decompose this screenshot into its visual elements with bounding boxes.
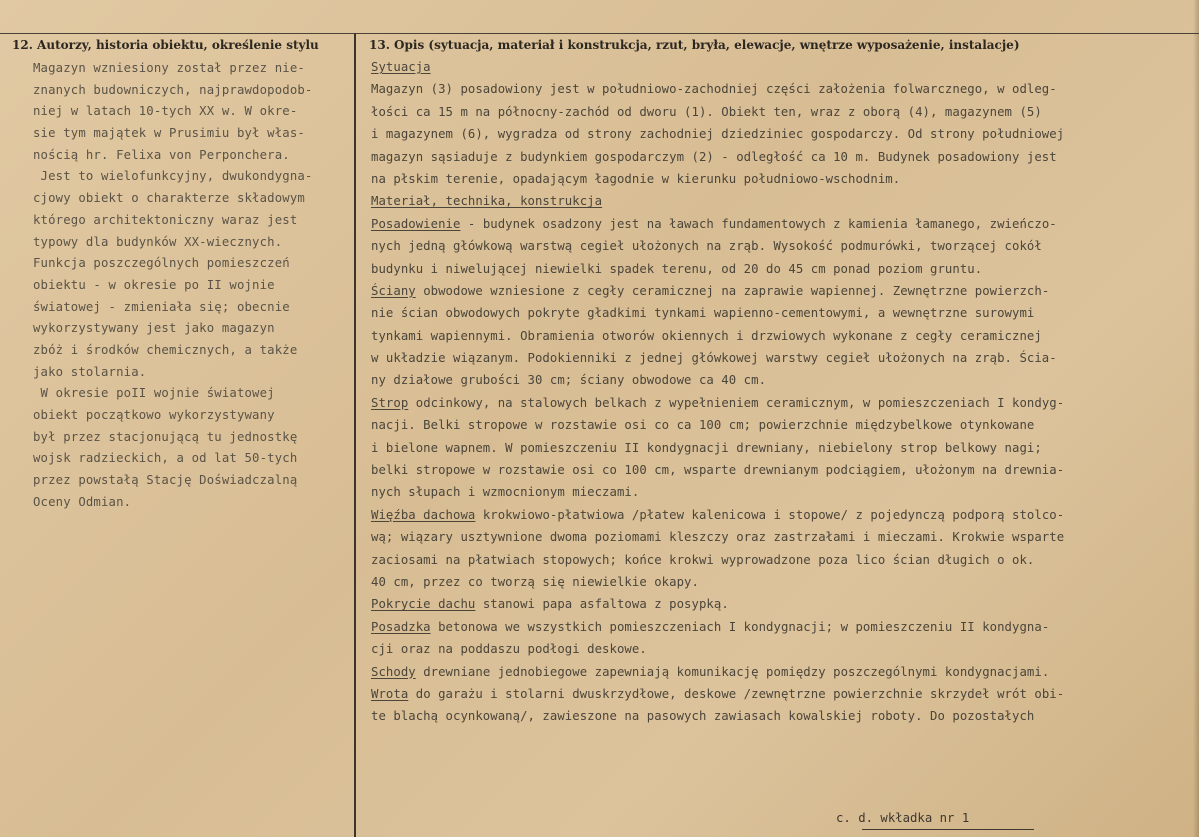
description-line (371, 526, 1193, 548)
description-line (371, 280, 1193, 302)
description-text: belki stropowe w rozstawie osi co 100 cm, wsparte drewnianym podciągiem, ułożonym na drewnia- (371, 463, 1065, 478)
history-line: nością hr. Felixa von Perponchera. (33, 147, 290, 162)
history-line: wykorzystywany jest jako magazyn (33, 321, 275, 336)
description-line (371, 258, 1193, 280)
description-line (371, 683, 1193, 705)
description-text: i bielone wapnem. W pomieszczeniu II kondygnacji drewniany, niebielony strop belkowy nagi; (371, 440, 1042, 455)
description-text: w układzie wiązanym. Podokienniki z jednej główkowej warstwy cegieł ułożonych na zrąb. Ścia- (371, 351, 1057, 366)
history-column (33, 58, 353, 513)
subsection-heading: Posadowienie (371, 216, 461, 231)
description-text: - budynek osadzony jest na ławach fundamentowych z kamienia łamanego, zwieńczo- (460, 216, 1057, 231)
history-line: był przez stacjonującą tu jednostkę (33, 429, 298, 444)
description-text: nych jedną główkową warstwą cegieł ułożonych na zrąb. Wysokość podmurówki, tworzącej cokół (371, 239, 1042, 254)
header-rule (0, 33, 1199, 34)
description-line (371, 190, 1193, 212)
description-text: odcinkowy, na stalowych belkach z wypełnieniem ceramicznym, w pomieszczeniach I kondyg- (408, 395, 1065, 410)
history-line: którego architektoniczny waraz jest (33, 212, 298, 227)
description-text: do garażu i stolarni dwuskrzydłowe, deskowe /zewnętrzne powierzchnie skrzydeł wrót obi- (408, 686, 1065, 701)
subsection-heading: Strop (371, 395, 409, 410)
description-text: obwodowe wzniesione z cegły ceramicznej na zaprawie wapiennej. Zewnętrzne powierzch- (415, 283, 1050, 298)
history-line: wojsk radzieckich, a od lat 50-tych (33, 451, 298, 466)
description-line (371, 392, 1193, 414)
description-line (371, 593, 1193, 615)
description-text: 40 cm, przez co tworzą się niewielkie okapy. (371, 574, 699, 589)
history-line: sie tym majątek w Prusimiu był włas- (33, 126, 305, 141)
section-13-heading: 13. Opis (sytuacja, materiał i konstrukcja, rzut, bryła, elewacje, wnętrze wyposażenie, instalacje) (369, 38, 1020, 52)
history-line: światowej - zmieniała się; obecnie (33, 299, 290, 314)
history-line: Oceny Odmian. (33, 494, 132, 509)
description-text: betonowa we wszystkich pomieszczeniach I kondygnacji; w pomieszczeniu II kondygna- (430, 619, 1050, 634)
description-text: stanowi papa asfaltowa z posypką. (475, 597, 729, 612)
description-line (371, 459, 1193, 481)
description-line (371, 437, 1193, 459)
description-line (371, 347, 1193, 369)
description-line (371, 302, 1193, 324)
history-line: W okresie poII wojnie światowej (33, 386, 275, 401)
description-text: nacji. Belki stropowe w rozstawie osi co ca 100 cm; powierzchnie międzybelkowe otynkowane (371, 418, 1035, 433)
history-line: Magazyn wzniesiony został przez nie- (33, 61, 305, 75)
description-text: łości ca 15 m na północny-zachód od dworu (1). Obiekt ten, wraz z oborą (4), magazynem (5) (371, 104, 1042, 119)
description-line (371, 616, 1193, 638)
history-line: niej w latach 10-tych XX w. W okre- (33, 104, 298, 119)
description-line (371, 549, 1193, 571)
description-line (371, 504, 1193, 526)
description-text: drewniane jednobiegowe zapewniają komunikację pomiędzy poszczególnymi kondygnacjami. (415, 664, 1050, 679)
description-text: na płskim terenie, opadającym łagodnie w kierunku południowo-wschodnim. (371, 171, 901, 186)
description-column (371, 56, 1193, 728)
description-text: nie ścian obwodowych pokryte gładkimi tynkami wapienno-cementowymi, a wewnętrzne surowymi (371, 306, 1035, 321)
description-line (371, 235, 1193, 257)
description-text: budynku i niwelującej niewielki spadek terenu, od 20 do 45 cm ponad poziom gruntu. (371, 261, 983, 276)
subsection-heading: Wrota (371, 686, 409, 701)
history-line: typowy dla budynków XX-wiecznych. (33, 234, 283, 249)
history-line: Jest to wielofunkcyjny, dwukondygna- (33, 169, 313, 184)
description-line (371, 369, 1193, 391)
description-text: te blachą ocynkowaną/, zawieszone na pasowych zawiasach kowalskiej roboty. Do pozostałych (371, 709, 1035, 724)
subsection-heading: Ściany (371, 283, 416, 298)
page-edge-shadow (1193, 0, 1199, 837)
history-line: zbóż i środków chemicznych, a także (33, 342, 298, 357)
continuation-underline (862, 829, 1034, 830)
description-line (371, 56, 1193, 78)
section-12-heading: 12. Autorzy, historia obiektu, określenie stylu (12, 38, 319, 52)
description-text: tynkami wapiennymi. Obramienia otworów okiennych i drzwiowych wykonane z cegły ceramicznej (371, 328, 1042, 343)
subsection-heading: Pokrycie dachu (371, 597, 476, 612)
description-line (371, 414, 1193, 436)
subsection-heading: Schody (371, 664, 416, 679)
history-line: przez powstałą Stację Doświadczalną (33, 473, 298, 488)
description-line (371, 661, 1193, 683)
history-line: cjowy obiekt o charakterze składowym (33, 191, 305, 206)
history-line: znanych budowniczych, najprawdopodob- (33, 82, 313, 97)
subsection-heading: Sytuacja (371, 60, 431, 74)
description-text: krokwiowo-płatwiowa /płatew kalenicowa i stopowe/ z pojedynczą podporą stolco- (475, 507, 1065, 522)
description-line (371, 705, 1193, 727)
description-line (371, 638, 1193, 660)
description-text: wą; wiązary usztywnione dwoma poziomami kleszczy oraz zastrzałami i mieczami. Krokwie wsparte (371, 530, 1065, 545)
subsection-heading: Materiał, technika, konstrukcja (371, 194, 603, 209)
description-line (371, 146, 1193, 168)
subsection-heading: Posadzka (371, 619, 431, 634)
description-line (371, 571, 1193, 593)
description-text: nych słupach i wzmocnionym mieczami. (371, 485, 640, 500)
description-text: magazyn sąsiaduje z budynkiem gospodarczym (2) - odległość ca 10 m. Budynek posadowiony jest (371, 149, 1057, 164)
description-line (371, 123, 1193, 145)
description-line (371, 325, 1193, 347)
subsection-heading: Więźba dachowa (371, 507, 476, 522)
description-line (371, 213, 1193, 235)
description-text: Magazyn (3) posadowiony jest w południowo-zachodniej części założenia folwarcznego, w odleg- (371, 82, 1057, 97)
description-text: cji oraz na poddaszu podłogi deskowe. (371, 642, 647, 657)
description-text: zaciosami na płatwiach stopowych; końce krokwi wyprowadzone poza lico ścian długich o ok. (371, 552, 1035, 567)
column-divider (354, 33, 356, 837)
history-line: obiekt początkowo wykorzystywany (33, 408, 275, 422)
description-line (371, 481, 1193, 503)
description-line (371, 168, 1193, 190)
description-text: ny działowe grubości 30 cm; ściany obwodowe ca 40 cm. (371, 373, 767, 388)
description-text: i magazynem (6), wygradza od strony zachodniej dziedziniec gospodarczy. Od strony południowej (371, 127, 1065, 142)
history-line: jako stolarnia. (33, 364, 147, 379)
description-line (371, 78, 1193, 100)
history-line: Funkcja poszczególnych pomieszczeń (33, 256, 290, 271)
description-line (371, 101, 1193, 123)
continuation-note: c. d. wkładka nr 1 (836, 811, 970, 825)
history-line: obiektu - w okresie po II wojnie (33, 277, 275, 292)
